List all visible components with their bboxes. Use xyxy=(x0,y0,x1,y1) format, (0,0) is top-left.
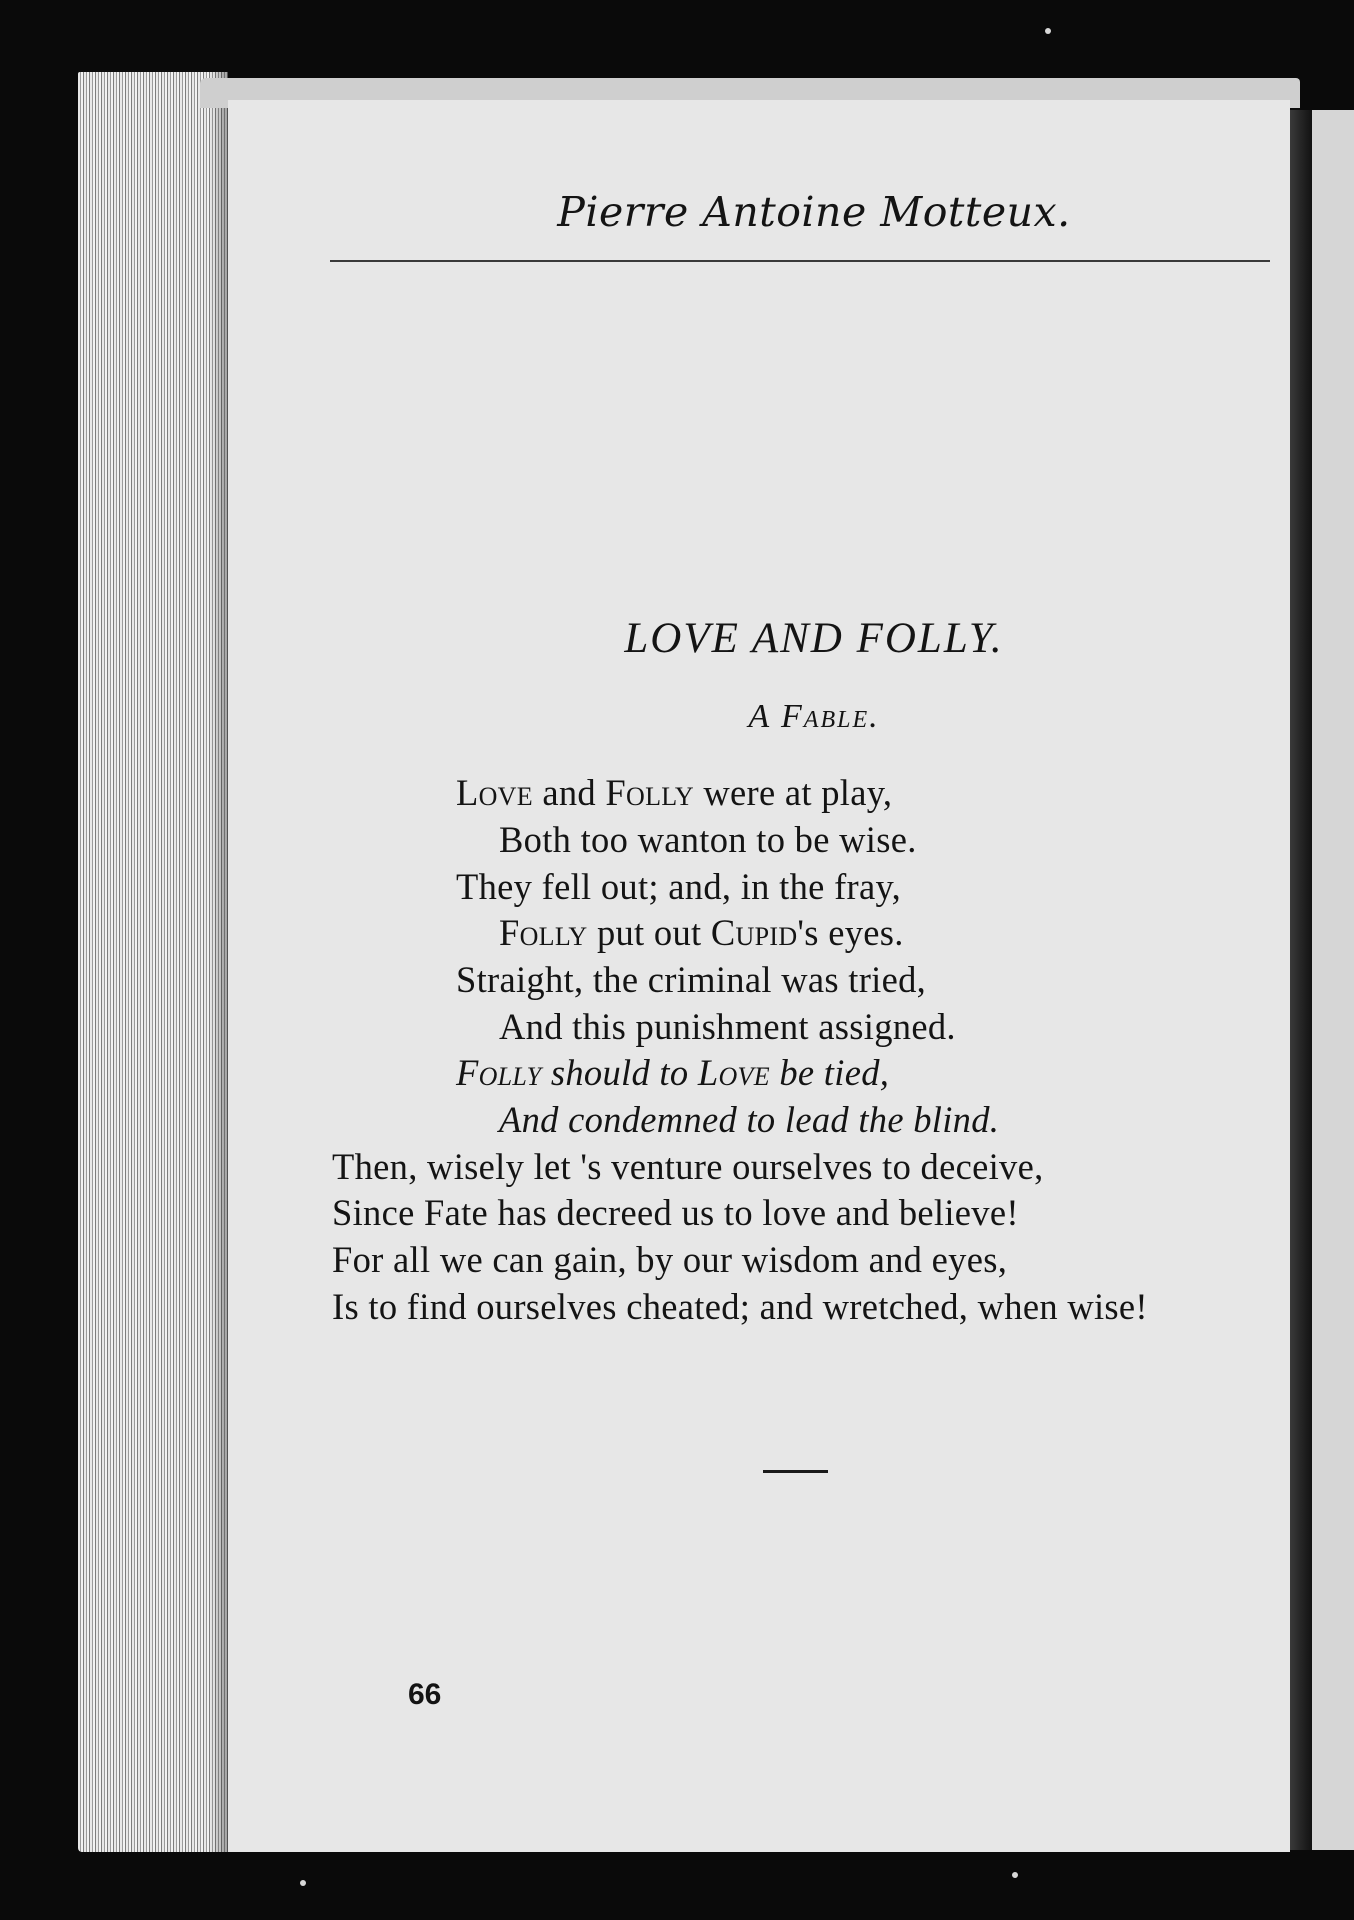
verse-line: Folly put out Cupid's eyes. xyxy=(499,912,904,953)
book-page xyxy=(228,100,1290,1852)
dust-speck xyxy=(1045,28,1051,34)
verse-line: For all we can gain, by our wisdom and eyes, xyxy=(332,1239,1008,1280)
verse-line: Is to find ourselves cheated; and wretched, when wise! xyxy=(332,1286,1148,1327)
page-number: 66 xyxy=(408,1678,442,1711)
poem-title: LOVE AND FOLLY. xyxy=(624,615,1004,662)
verse-line: Straight, the criminal was tried, xyxy=(456,959,927,1000)
verse-line: Folly should to Love be tied, xyxy=(456,1052,890,1093)
header-rule xyxy=(330,260,1270,262)
verse-line: Since Fate has decreed us to love and believe! xyxy=(332,1192,1019,1233)
dust-speck xyxy=(300,1880,306,1886)
verse-line: Then, wisely let 's venture ourselves to deceive, xyxy=(332,1146,1044,1187)
next-page-edge xyxy=(1312,110,1354,1850)
verse-line: Both too wanton to be wise. xyxy=(499,819,917,860)
end-rule xyxy=(763,1470,828,1473)
poem-subtitle: A Fable. xyxy=(748,698,880,735)
page-edges xyxy=(78,72,228,1852)
dust-speck xyxy=(1012,1872,1018,1878)
verse-line: They fell out; and, in the fray, xyxy=(456,866,902,907)
verse-line: And condemned to lead the blind. xyxy=(499,1099,1000,1140)
book-spine xyxy=(1290,110,1312,1850)
verse-line: And this punishment assigned. xyxy=(499,1006,956,1047)
verse-line: Love and Folly were at play, xyxy=(456,772,893,813)
page-edges-shadow xyxy=(210,72,228,1852)
running-head: Pierre Antoine Motteux. xyxy=(557,188,1071,236)
